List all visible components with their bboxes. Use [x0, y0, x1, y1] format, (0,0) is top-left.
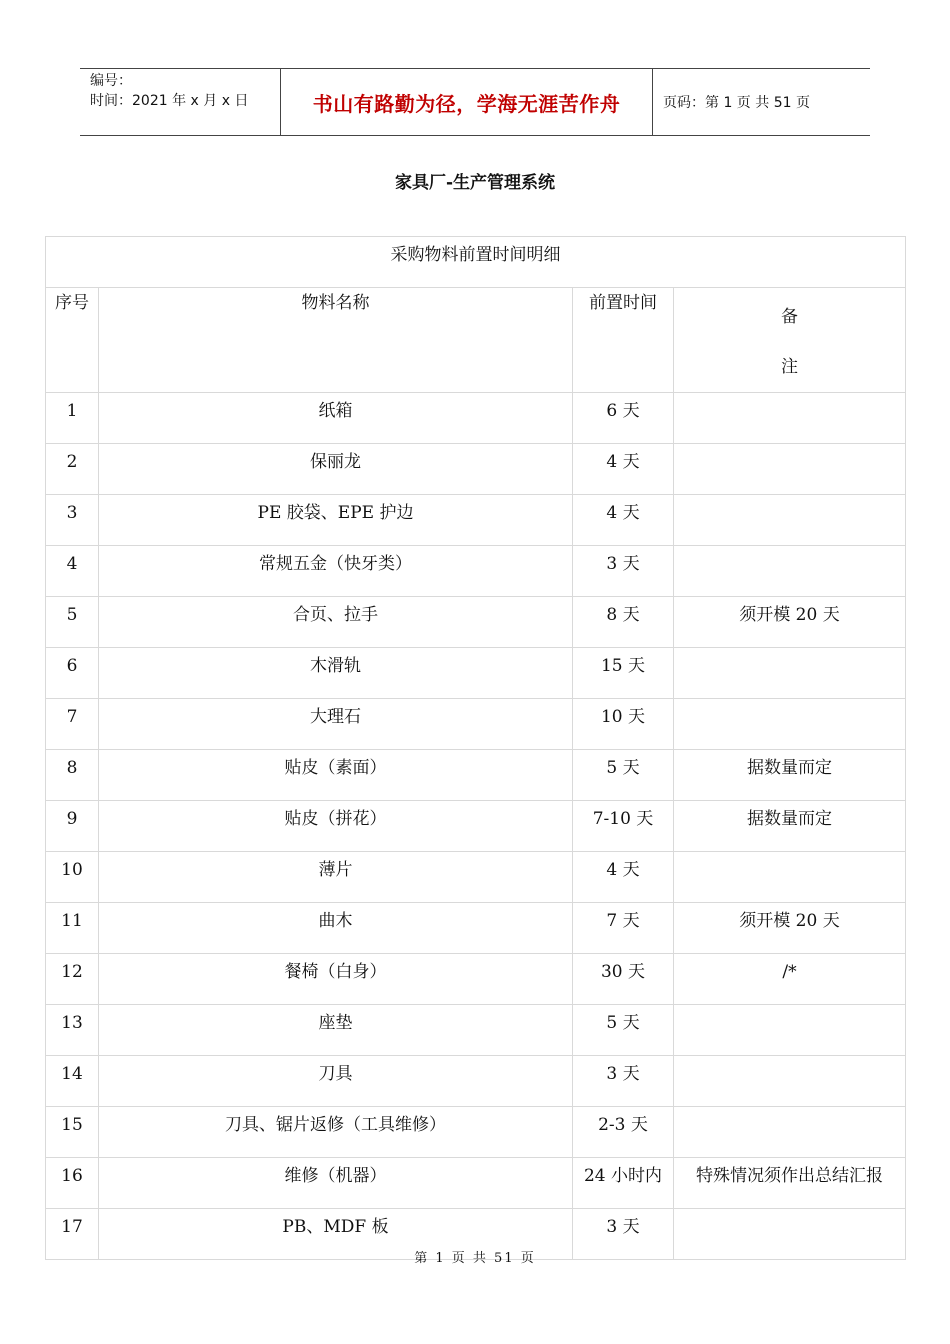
cell-lead-time: 3 天	[573, 1209, 674, 1260]
cell-name: 常规五金（快牙类）	[99, 546, 573, 597]
cell-remark: 须开模 20 天	[674, 903, 906, 954]
cell-remark: /*	[674, 954, 906, 1005]
cell-remark	[674, 648, 906, 699]
cell-lead-time: 4 天	[573, 444, 674, 495]
header-lead-time: 前置时间	[573, 288, 674, 393]
cell-index: 2	[46, 444, 99, 495]
cell-lead-time: 10 天	[573, 699, 674, 750]
header-meta	[80, 69, 281, 135]
header-name: 物料名称	[99, 288, 573, 393]
cell-index: 11	[46, 903, 99, 954]
cell-remark	[674, 852, 906, 903]
table-row	[46, 648, 906, 699]
cell-index: 15	[46, 1107, 99, 1158]
cell-name: 座垫	[99, 1005, 573, 1056]
table-row	[46, 852, 906, 903]
cell-remark	[674, 546, 906, 597]
header-time-label: 时间：2021 年 x 月 x 日	[90, 93, 249, 109]
cell-index: 12	[46, 954, 99, 1005]
cell-name: 刀具	[99, 1056, 573, 1107]
page-header	[80, 68, 870, 136]
cell-remark	[674, 1056, 906, 1107]
cell-remark: 特殊情况须作出总结汇报	[674, 1158, 906, 1209]
cell-index: 5	[46, 597, 99, 648]
cell-remark	[674, 1005, 906, 1056]
table-row	[46, 1056, 906, 1107]
cell-lead-time: 5 天	[573, 1005, 674, 1056]
cell-name: 刀具、锯片返修（工具维修）	[99, 1107, 573, 1158]
cell-lead-time: 7-10 天	[573, 801, 674, 852]
table-header-row	[46, 288, 906, 393]
table-caption: 采购物料前置时间明细	[46, 237, 906, 288]
cell-name: 大理石	[99, 699, 573, 750]
cell-index: 17	[46, 1209, 99, 1260]
cell-index: 7	[46, 699, 99, 750]
cell-remark: 据数量而定	[674, 801, 906, 852]
cell-index: 6	[46, 648, 99, 699]
table-row	[46, 1158, 906, 1209]
cell-lead-time: 8 天	[573, 597, 674, 648]
header-remark	[674, 288, 906, 393]
table-caption-row	[46, 237, 906, 288]
cell-index: 1	[46, 393, 99, 444]
table-row	[46, 954, 906, 1005]
page-footer: 第 1 页 共 51 页	[414, 1251, 536, 1266]
header-index: 序号	[46, 288, 99, 393]
header-page-info: 页码：第 1 页 共 51 页	[663, 95, 810, 111]
cell-lead-time: 2-3 天	[573, 1107, 674, 1158]
table-row	[46, 597, 906, 648]
cell-name: 合页、拉手	[99, 597, 573, 648]
cell-lead-time: 5 天	[573, 750, 674, 801]
cell-name: 纸箱	[99, 393, 573, 444]
cell-lead-time: 4 天	[573, 852, 674, 903]
cell-name: 薄片	[99, 852, 573, 903]
cell-index: 16	[46, 1158, 99, 1209]
table-row	[46, 393, 906, 444]
header-remark-line2: 注	[781, 357, 798, 377]
table-row	[46, 444, 906, 495]
cell-remark: 据数量而定	[674, 750, 906, 801]
cell-name: 保丽龙	[99, 444, 573, 495]
table-row	[46, 801, 906, 852]
table-row	[46, 903, 906, 954]
cell-lead-time: 24 小时内	[573, 1158, 674, 1209]
header-motto: 书山有路勤为径，学海无涯苦作舟	[281, 69, 653, 135]
cell-index: 13	[46, 1005, 99, 1056]
lead-time-table	[45, 236, 906, 1260]
cell-name: PE 胶袋、EPE 护边	[99, 495, 573, 546]
cell-lead-time: 4 天	[573, 495, 674, 546]
table-row	[46, 1005, 906, 1056]
cell-index: 8	[46, 750, 99, 801]
cell-lead-time: 30 天	[573, 954, 674, 1005]
document-title: 家具厂-生产管理系统	[394, 173, 556, 193]
cell-remark	[674, 699, 906, 750]
cell-index: 3	[46, 495, 99, 546]
header-remark-line1: 备	[781, 307, 798, 327]
table-row	[46, 546, 906, 597]
cell-index: 10	[46, 852, 99, 903]
cell-lead-time: 3 天	[573, 1056, 674, 1107]
table-row	[46, 1107, 906, 1158]
cell-name: 曲木	[99, 903, 573, 954]
cell-lead-time: 3 天	[573, 546, 674, 597]
cell-lead-time: 6 天	[573, 393, 674, 444]
cell-name: 木滑轨	[99, 648, 573, 699]
header-number-label: 编号：	[90, 73, 132, 89]
cell-lead-time: 15 天	[573, 648, 674, 699]
cell-remark	[674, 393, 906, 444]
cell-remark	[674, 1107, 906, 1158]
table-row	[46, 495, 906, 546]
cell-index: 4	[46, 546, 99, 597]
cell-remark	[674, 495, 906, 546]
cell-name: 贴皮（拼花）	[99, 801, 573, 852]
cell-remark: 须开模 20 天	[674, 597, 906, 648]
cell-index: 14	[46, 1056, 99, 1107]
table-row	[46, 750, 906, 801]
cell-name: 维修（机器）	[99, 1158, 573, 1209]
table-row	[46, 699, 906, 750]
cell-name: 餐椅（白身）	[99, 954, 573, 1005]
cell-name: PB、MDF 板	[99, 1209, 573, 1260]
cell-lead-time: 7 天	[573, 903, 674, 954]
cell-remark	[674, 444, 906, 495]
cell-index: 9	[46, 801, 99, 852]
cell-name: 贴皮（素面）	[99, 750, 573, 801]
